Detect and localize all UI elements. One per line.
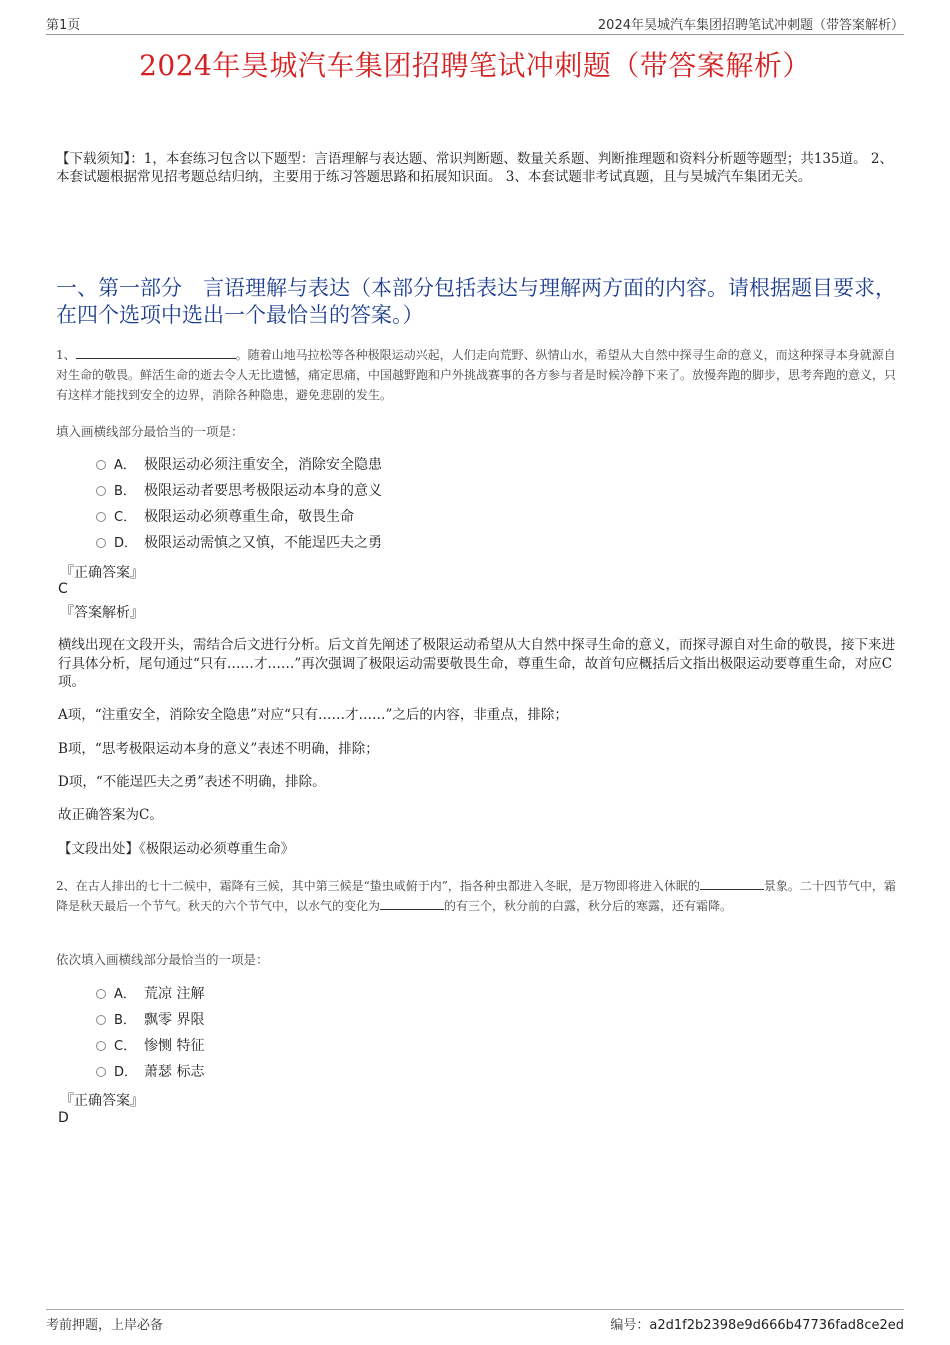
radio-icon[interactable] [96,512,106,522]
question-1-text [56,345,900,405]
question-1-body: 。随着山地马拉松等各种极限运动兴起，人们走向荒野、纵情山水，希望从大自然中探寻生命的意义，而这种探寻本身就源自对生命的敬畏。鲜活生命的逝去令人无比遗憾，痛定思痛，中国越野跑和户外挑战赛事的各方参与者是时候冷静下来了。放慢奔跑的脚步，思考奔跑的意义，只有这样才能找到安全的边界，消除各种隐患，避免悲剧的发生。 [56,348,897,402]
fill-blank [380,896,444,910]
fill-blank [700,876,764,890]
question-2-prompt: 依次填入画横线部分最恰当的一项是： [56,952,269,967]
question-2-option-a[interactable]: A． 荒凉 注解 [96,984,204,1004]
analysis-option-b: B项，“思考极限运动本身的意义”表述不明确，排除； [58,741,379,757]
radio-icon[interactable] [96,460,106,470]
fill-blank [76,345,236,359]
question-2-option-c[interactable]: C． 惨恻 特征 [96,1036,204,1056]
question-1-option-d[interactable]: D． 极限运动需慎之又慎，不能逞匹夫之勇 [96,533,382,553]
radio-icon[interactable] [96,1015,106,1025]
radio-icon[interactable] [96,1067,106,1077]
correct-answer: C [58,581,68,597]
question-1-option-a[interactable]: A． 极限运动必须注重安全，消除安全隐患 [96,455,382,475]
footer-code-value: a2d1f2b2398e9d666b47736fad8ce2ed [649,1318,904,1333]
radio-icon[interactable] [96,538,106,548]
analysis-paragraph: 横线出现在文段开头，需结合后文进行分析。后文首先阐述了极限运动希望从大自然中探寻生命的意义，而探寻源自对生命的敬畏，接下来进行具体分析，尾句通过“只有……才……”再次强调了极限运动需要敬畏生命，尊重生命，故首句应概括后文指出极限运动要尊重生命，对应C项。 [58,637,895,690]
page-title: 2024年昊城汽车集团招聘笔试冲刺题（带答案解析） [139,49,811,82]
question-2-option-b[interactable]: B． 飘零 界限 [96,1010,204,1030]
question-1-prompt: 填入画横线部分最恰当的一项是： [56,424,244,439]
answer-tag: 『正确答案』 [60,1093,144,1109]
analysis-option-a: A项，“注重安全，消除安全隐患”对应“只有……才……”之后的内容，非重点，排除； [58,707,568,723]
header-doc-title: 2024年昊城汽车集团招聘笔试冲刺题（带答案解析） [597,18,904,33]
footer-slogan: 考前押题，上岸必备 [46,1318,164,1333]
passage-source: 【文段出处】《极限运动必须尊重生命》 [58,841,295,857]
section-heading: 一、第一部分 言语理解与表达（本部分包括表达与理解两方面的内容。请根据题目要求，在四个选项中选出一个最恰当的答案。） [56,276,896,327]
question-1-option-b[interactable]: B． 极限运动者要思考极限运动本身的意义 [96,481,382,501]
footer-code [610,1314,904,1333]
analysis-conclusion: 故正确答案为C。 [58,807,163,823]
footer-divider [46,1309,904,1310]
header-divider [46,34,904,35]
answer-tag: 『正确答案』 [60,565,144,581]
question-1-option-c[interactable]: C． 极限运动必须尊重生命，敬畏生命 [96,507,354,527]
question-2-text: 2、在古人排出的七十二候中，霜降有三候，其中第三候是“蛰虫咸俯于内”，指各种虫都进入冬眠，是万物即将进入休眠的 景象。二十四节气中，霜降是秋天最后一个节气。秋天的六个节气中，以水气的变化为 的有三个，秋分前的白露，秋分后的寒露，还有霜降。 [56,876,900,916]
correct-answer: D [58,1110,69,1126]
radio-icon[interactable] [96,1041,106,1051]
question-2-option-d[interactable]: D． 萧瑟 标志 [96,1062,204,1082]
question-1-number: 1、 [56,348,76,362]
analysis-option-d: D项，“不能逞匹夫之勇”表述不明确，排除。 [58,774,326,790]
radio-icon[interactable] [96,486,106,496]
radio-icon[interactable] [96,989,106,999]
page-number: 第1页 [46,18,81,33]
download-notice: 【下载须知】：1，本套练习包含以下题型：言语理解与表达题、常识判断题、数量关系题、判断推理题和资料分析题等题型；共135道。 2、本套试题根据常见招考题总结归纳，主要用于练习答题思路和拓展知识面。 3、本套试题非考试真题，且与昊城汽车集团无关。 [56,151,893,185]
analysis-tag: 『答案解析』 [60,605,144,621]
footer-code-label: 编号： [610,1318,650,1333]
